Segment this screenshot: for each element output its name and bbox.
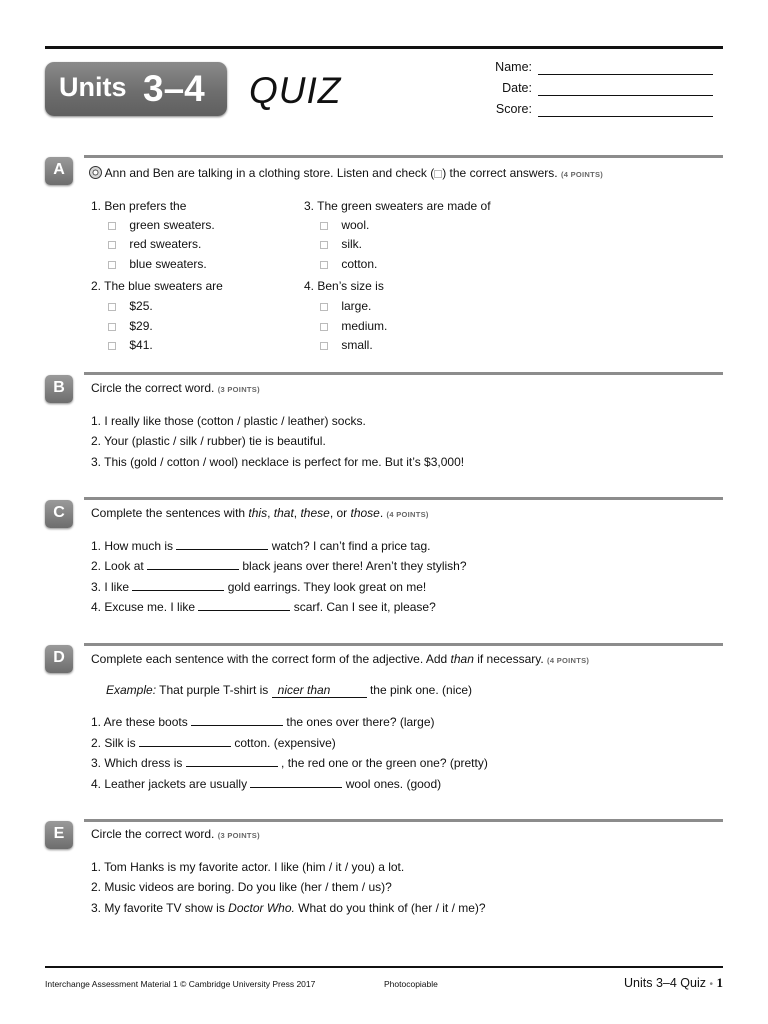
exercise-item[interactable]: 2. Your (plastic / silk / rubber) tie is beautiful. — [91, 434, 326, 448]
name-label: Name: — [495, 60, 532, 74]
name-line[interactable] — [538, 74, 713, 75]
exercise-item[interactable]: 2. Music videos are boring. Do you like (her / them / us)? — [91, 880, 392, 894]
points-label: (3 POINTS) — [217, 831, 260, 840]
checkbox[interactable] — [320, 222, 328, 230]
points-label: (4 POINTS) — [560, 170, 604, 179]
points-label: (3 POINTS) — [217, 385, 260, 394]
answer-option[interactable]: silk. — [320, 237, 362, 251]
section-b-badge: B — [45, 375, 73, 403]
score-field[interactable] — [473, 102, 713, 118]
answer-blank[interactable] — [176, 539, 268, 550]
section-c-badge: C — [45, 500, 73, 528]
exercise-item: 4. Excuse me. I like scarf. Can I see it, please? — [91, 600, 436, 614]
checkbox[interactable] — [108, 342, 116, 350]
top-rule — [45, 46, 723, 49]
points-label: (4 POINTS) — [386, 510, 429, 519]
answer-blank[interactable] — [139, 736, 231, 747]
answer-blank[interactable] — [250, 777, 342, 788]
exercise-item: 2. Silk is cotton. (expensive) — [91, 736, 336, 750]
bottom-rule — [45, 966, 723, 968]
answer-option[interactable]: cotton. — [320, 257, 377, 271]
footer-copyright: Interchange Assessment Material 1 © Cambridge University Press 2017 — [45, 979, 316, 989]
checkbox[interactable] — [320, 261, 328, 269]
exercise-item[interactable]: 1. I really like those (cotton / plastic / leather) socks. — [91, 414, 366, 428]
bullet-icon: • — [709, 979, 714, 990]
answer-option[interactable]: red sweaters. — [108, 237, 201, 251]
date-label: Date: — [502, 81, 532, 95]
score-label: Score: — [495, 102, 532, 116]
question-stem: 4. Ben’s size is — [304, 279, 384, 293]
section-e-instruction: Circle the correct word. (3 POINTS) — [91, 827, 260, 841]
checkbox[interactable] — [320, 342, 328, 350]
units-number: 3–4 — [143, 68, 205, 109]
checkbox[interactable] — [320, 241, 328, 249]
section-b-instruction: Circle the correct word. (3 POINTS) — [91, 381, 260, 395]
footer-photocopiable: Photocopiable — [384, 979, 438, 989]
answer-option[interactable]: $25. — [108, 299, 153, 313]
footer-page-label: Units 3–4 Quiz • 1 — [624, 975, 723, 990]
example-sentence: Example: That purple T-shirt is nicer than the pink one. (nice) — [106, 683, 473, 697]
answer-option[interactable]: $41. — [108, 338, 153, 352]
answer-blank[interactable] — [186, 756, 278, 767]
section-d-rule — [84, 643, 723, 646]
answer-option[interactable]: blue sweaters. — [108, 257, 207, 271]
page-number: 1 — [716, 975, 723, 990]
checkbox[interactable] — [108, 303, 116, 311]
exercise-item[interactable]: 3. My favorite TV show is Doctor Who. What do you think of (her / it / me)? — [91, 901, 486, 915]
exercise-item: 3. I like gold earrings. They look great on me! — [91, 580, 427, 594]
units-badge — [45, 62, 227, 116]
section-d-instruction: Complete each sentence with the correct form of the adjective. Add than if necessary. (4 POINTS) — [91, 652, 590, 666]
points-label: (4 POINTS) — [547, 656, 590, 665]
section-c-instruction: Complete the sentences with this, that, these, or those. (4 POINTS) — [91, 506, 429, 520]
name-field[interactable] — [473, 60, 713, 76]
section-e-badge: E — [45, 821, 73, 849]
section-a-badge: A — [45, 157, 73, 185]
answer-option[interactable]: large. — [320, 299, 371, 313]
units-word: Units — [59, 72, 127, 102]
score-line[interactable] — [538, 116, 713, 117]
checkbox[interactable] — [108, 222, 116, 230]
answer-option[interactable]: medium. — [320, 319, 387, 333]
checkbox[interactable] — [108, 241, 116, 249]
exercise-item: 1. How much is watch? I can’t find a price tag. — [91, 539, 431, 553]
exercise-item: 3. Which dress is , the red one or the green one? (pretty) — [91, 756, 488, 770]
section-c-rule — [84, 497, 723, 500]
answer-blank[interactable] — [147, 559, 239, 570]
example-answer: nicer than — [272, 683, 367, 698]
checkbox[interactable] — [320, 303, 328, 311]
date-field[interactable] — [473, 81, 713, 97]
section-b-rule — [84, 372, 723, 375]
checkbox[interactable] — [108, 323, 116, 331]
answer-option[interactable]: green sweaters. — [108, 218, 215, 232]
audio-cd-icon — [89, 166, 102, 179]
section-a-instruction: Ann and Ben are talking in a clothing store. Listen and check ( ) the correct answers. (4 POINTS) — [89, 166, 603, 182]
answer-option[interactable]: small. — [320, 338, 373, 352]
answer-blank[interactable] — [132, 580, 224, 591]
question-stem: 2. The blue sweaters are — [91, 279, 223, 293]
answer-option[interactable]: wool. — [320, 218, 369, 232]
exercise-item[interactable]: 1. Tom Hanks is my favorite actor. I like (him / it / you) a lot. — [91, 860, 405, 874]
question-stem: 1. Ben prefers the — [91, 199, 187, 213]
answer-blank[interactable] — [198, 600, 290, 611]
answer-blank[interactable] — [191, 715, 283, 726]
section-d-badge: D — [45, 645, 73, 673]
section-e-rule — [84, 819, 723, 822]
exercise-item[interactable]: 3. This (gold / cotton / wool) necklace is perfect for me. But it’s $3,000! — [91, 455, 465, 469]
exercise-item: 2. Look at black jeans over there! Aren’t they stylish? — [91, 559, 467, 573]
checkbox[interactable] — [320, 323, 328, 331]
checkbox[interactable] — [108, 261, 116, 269]
question-stem: 3. The green sweaters are made of — [304, 199, 491, 213]
section-a-rule — [84, 155, 723, 158]
exercise-item: 1. Are these boots the ones over there? (large) — [91, 715, 435, 729]
date-line[interactable] — [538, 95, 713, 96]
answer-option[interactable]: $29. — [108, 319, 153, 333]
quiz-title: QUIZ — [249, 70, 342, 111]
exercise-item: 4. Leather jackets are usually wool ones. (good) — [91, 777, 442, 791]
